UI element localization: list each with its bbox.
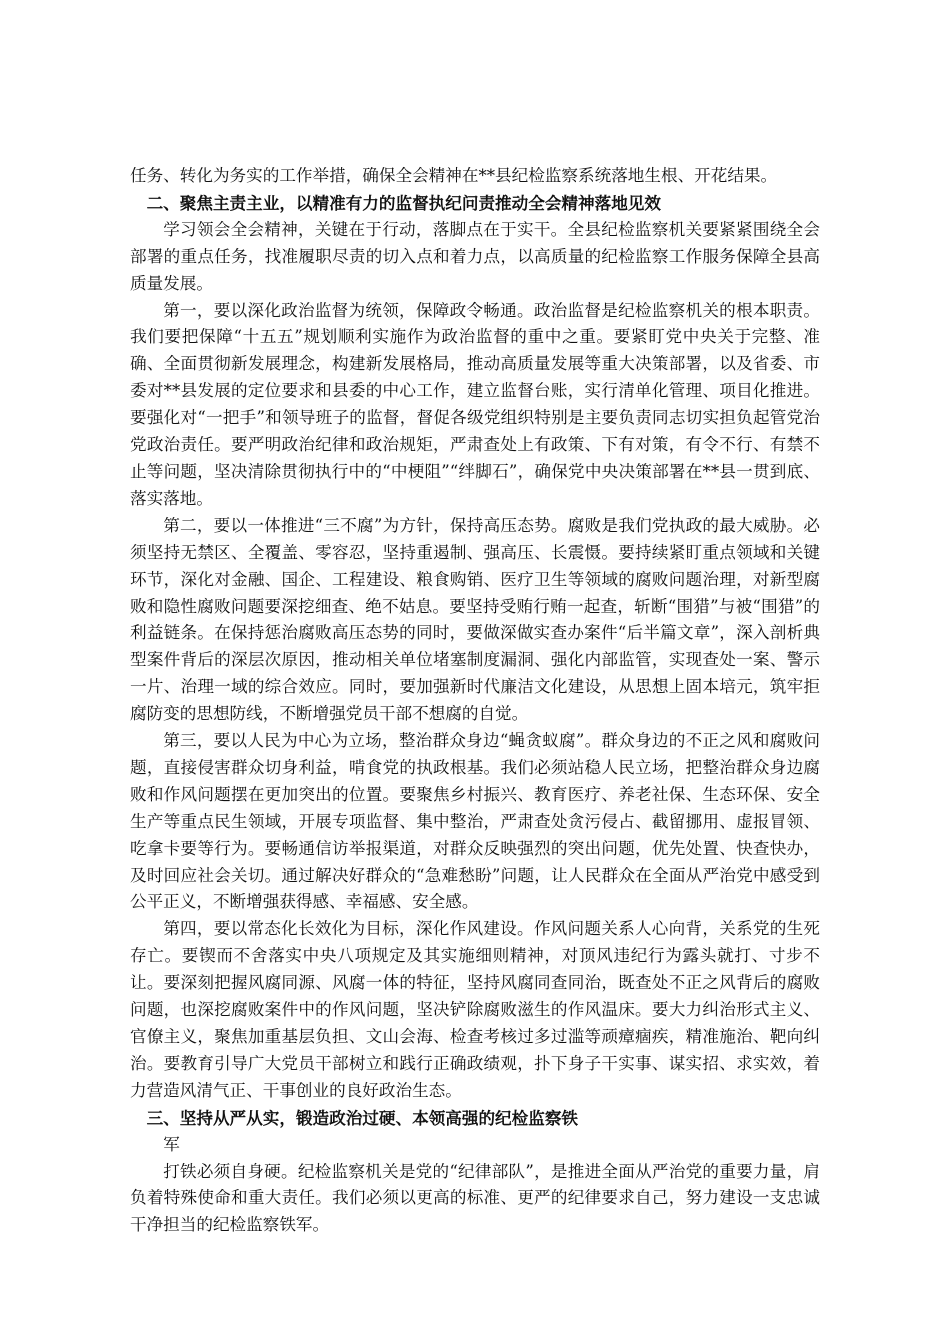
paragraph-body: 打铁必须自身硬。纪检监察机关是党的“纪律部队”，是推进全面从严治党的重要力量，肩负着特殊使命和重大责任。我们必须以更高的标准、更严的纪律要求自己，努力建设一支忠诚干净担当的纪检监察铁军。 bbox=[130, 1161, 820, 1235]
paragraph-body: 第二，要以一体推进“三不腐”为方针，保持高压态势。腐败是我们党执政的最大威胁。必须坚持无禁区、全覆盖、零容忍，坚持重遏制、强高压、长震慑。要持续紧盯重点领域和关键环节，深化对金融、国企、工程建设、粮食购销、医疗卫生等领域的腐败问题治理，对新型腐败和隐性腐败问题要深挖细查、绝不姑息。要坚持受贿行贿一起查，斩断“围猎”与被“围猎”的利益链条。在保持惩治腐败高压态势的同时，要做深做实查办案件“后半篇文章”，深入剖析典型案件背后的深层次原因，推动相关单位堵塞制度漏洞、强化内部监管，实现查处一案、警示一片、治理一域的综合效应。同时，要加强新时代廉洁文化建设，从思想上固本培元，筑牢拒腐防变的思想防线，不断增强党员干部不想腐的自觉。 bbox=[130, 515, 820, 724]
paragraph-body: 第四，要以常态化长效化为目标，深化作风建设。作风问题关系人心向背，关系党的生死存亡。要锲而不舍落实中央八项规定及其实施细则精神，对顶风违纪行为露头就打、寸步不让。要深刻把握风腐同源、风腐一体的特征，坚持风腐同查同治，既查处不正之风背后的腐败问题，也深挖腐败案件中的作风问题，坚决铲除腐败滋生的作风温床。要大力纠治形式主义、官僚主义，聚焦加重基层负担、文山会海、检查考核过多过滥等顽瘴痼疾，精准施治、靶向纠治。要教育引导广大党员干部树立和践行正确政绩观，扑下身子干实事、谋实招、求实效，着力营造风清气正、干事创业的良好政治生态。 bbox=[130, 919, 820, 1100]
paragraph-body: 第一，要以深化政治监督为统领，保障政令畅通。政治监督是纪检监察机关的根本职责。我们要把保障“十五五”规划顺利实施作为政治监督的重中之重。要紧盯党中央关于完整、准确、全面贯彻新发展理念，构建新发展格局，推动高质量发展等重大决策部署，以及省委、市委对**县发展的定位要求和县委的中心工作，建立监督台账，实行清单化管理、项目化推进。要强化对“一把手”和领导班子的监督，督促各级党组织特别是主要负责同志切实担负起管党治党政治责任。要严明政治纪律和政治规矩，严肃查处上有政策、下有对策，有令不行、有禁不止等问题，坚决清除贯彻执行中的“中梗阻”“绊脚石”，确保党中央决策部署在**县一贯到底、落实落地。 bbox=[130, 300, 820, 508]
section-heading-2: 二、聚焦主责主业，以精准有力的监督执纪问责推动全会精神落地见效 bbox=[146, 192, 661, 213]
document-page bbox=[130, 163, 820, 1239]
paragraph-body: 第三，要以人民为中心为立场，整治群众身边“蝇贪蚁腐”。群众身边的不正之风和腐败问题，直接侵害群众切身利益，啃食党的执政根基。我们必须站稳人民立场，把整治群众身边腐败和作风问题摆在更加突出的位置。要聚焦乡村振兴、教育医疗、养老社保、生态环保、安全生产等重点民生领域，开展专项监督、集中整治，严肃查处贪污侵占、截留挪用、虚报冒领、吃拿卡要等行为。要畅通信访举报渠道，对群众反映强烈的突出问题，优先处置、快查快办，及时回应社会关切。通过解决好群众的“急难愁盼”问题，让人民群众在全面从严治党中感受到公平正义，不断增强获得感、幸福感、安全感。 bbox=[130, 731, 820, 912]
section-heading-3-tail: 军 bbox=[163, 1134, 180, 1154]
section-heading-3: 三、坚持从严从实，锻造政治过硬、本领高强的纪检监察铁 bbox=[146, 1107, 579, 1128]
paragraph-body: 学习领会全会精神，关键在于行动，落脚点在于实干。全县纪检监察机关要紧紧围绕全会部署的重点任务，找准履职尽责的切入点和着力点，以高质量的纪检监察工作服务保障全县高质量发展。 bbox=[130, 219, 820, 293]
paragraph-continuation: 任务、转化为务实的工作举措，确保全会精神在**县纪检监察系统落地生根、开花结果。 bbox=[130, 166, 778, 185]
